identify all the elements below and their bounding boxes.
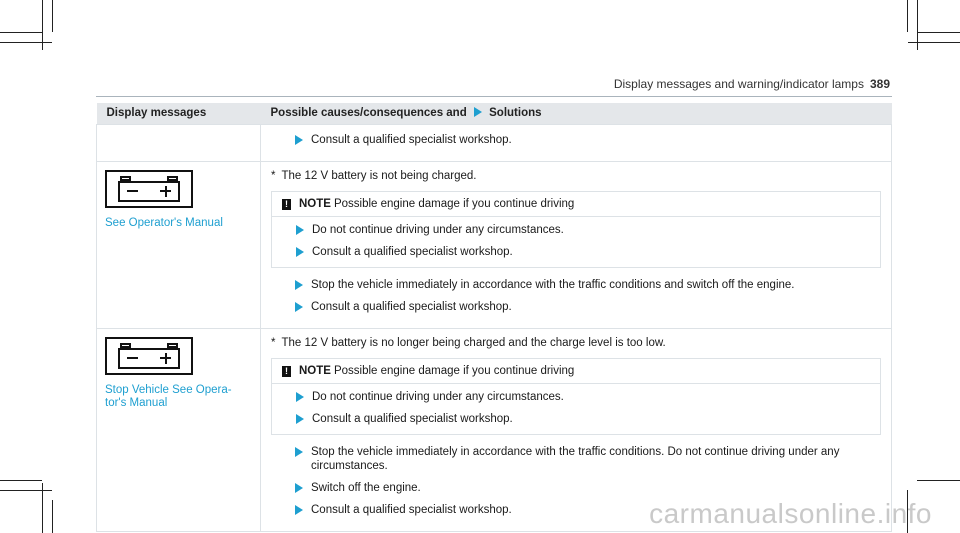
page-number: 389 xyxy=(869,77,890,91)
note-label: NOTE xyxy=(299,198,331,210)
crop-mark xyxy=(0,490,52,491)
step-item: Consult a qualified specialist workshop. xyxy=(271,133,881,147)
crop-mark xyxy=(917,32,960,33)
note-box xyxy=(271,358,881,435)
crop-mark xyxy=(0,480,42,481)
crop-mark xyxy=(0,42,52,43)
solutions-cell xyxy=(261,125,892,162)
arrow-icon xyxy=(296,247,304,257)
crop-mark xyxy=(0,32,42,33)
note-text: Possible engine damage if you continue driving xyxy=(333,365,575,377)
battery-icon xyxy=(105,337,193,375)
crop-mark xyxy=(52,0,53,32)
arrow-icon xyxy=(295,280,303,290)
display-cell xyxy=(97,162,261,329)
warning-icon: ! xyxy=(282,366,291,377)
arrow-icon xyxy=(295,135,303,145)
step-item: Consult a qualified specialist workshop. xyxy=(272,245,880,259)
display-messages-table xyxy=(96,103,892,532)
arrow-icon xyxy=(296,414,304,424)
note-box xyxy=(271,191,881,268)
arrow-icon xyxy=(296,392,304,402)
arrow-icon xyxy=(295,505,303,515)
display-message-text: See Operator's Manual xyxy=(105,217,223,229)
step-item: Stop the vehicle immediately in accordance with the traffic conditions. Do not continue driving under any circumstances. xyxy=(271,445,881,473)
solutions-cell xyxy=(261,162,892,329)
display-cell xyxy=(97,125,261,162)
step-item: Do not continue driving under any circumstances. xyxy=(272,390,880,404)
table-row xyxy=(97,162,892,329)
arrow-icon xyxy=(474,107,482,117)
cause-text: * The 12 V battery is not being charged. xyxy=(271,170,477,182)
table-header-row xyxy=(97,103,892,125)
crop-mark xyxy=(917,480,960,481)
col-header-display: Display messages xyxy=(97,103,261,125)
battery-icon xyxy=(105,170,193,208)
arrow-icon xyxy=(295,483,303,493)
arrow-icon xyxy=(296,225,304,235)
step-item: Switch off the engine. xyxy=(271,481,881,495)
arrow-icon xyxy=(295,447,303,457)
header-rule xyxy=(96,96,892,97)
step-item: Consult a qualified specialist workshop. xyxy=(271,503,881,517)
col-header-causes: Possible causes/consequences and Solutions xyxy=(261,103,892,125)
step-item: Consult a qualified specialist workshop. xyxy=(271,300,881,314)
step-item: Stop the vehicle immediately in accordance with the traffic conditions and switch off the engine. xyxy=(271,278,881,292)
note-text: Possible engine damage if you continue driving xyxy=(333,198,575,210)
watermark: carmanualsonline.info xyxy=(649,498,932,529)
step-item: Do not continue driving under any circumstances. xyxy=(272,223,880,237)
arrow-icon xyxy=(295,302,303,312)
warning-icon: ! xyxy=(282,199,291,210)
section-title: Display messages and warning/indicator lamps xyxy=(613,77,864,91)
display-cell xyxy=(97,329,261,532)
running-header xyxy=(600,77,890,91)
step-item: Consult a qualified specialist workshop. xyxy=(272,412,880,426)
cause-text: * The 12 V battery is no longer being charged and the charge level is too low. xyxy=(271,337,666,349)
crop-mark xyxy=(907,0,908,32)
table-row xyxy=(97,125,892,162)
crop-mark xyxy=(908,42,960,43)
display-message-text: Stop Vehicle See Opera- tor's Manual xyxy=(105,384,232,409)
crop-mark xyxy=(52,500,53,533)
note-label: NOTE xyxy=(299,365,331,377)
